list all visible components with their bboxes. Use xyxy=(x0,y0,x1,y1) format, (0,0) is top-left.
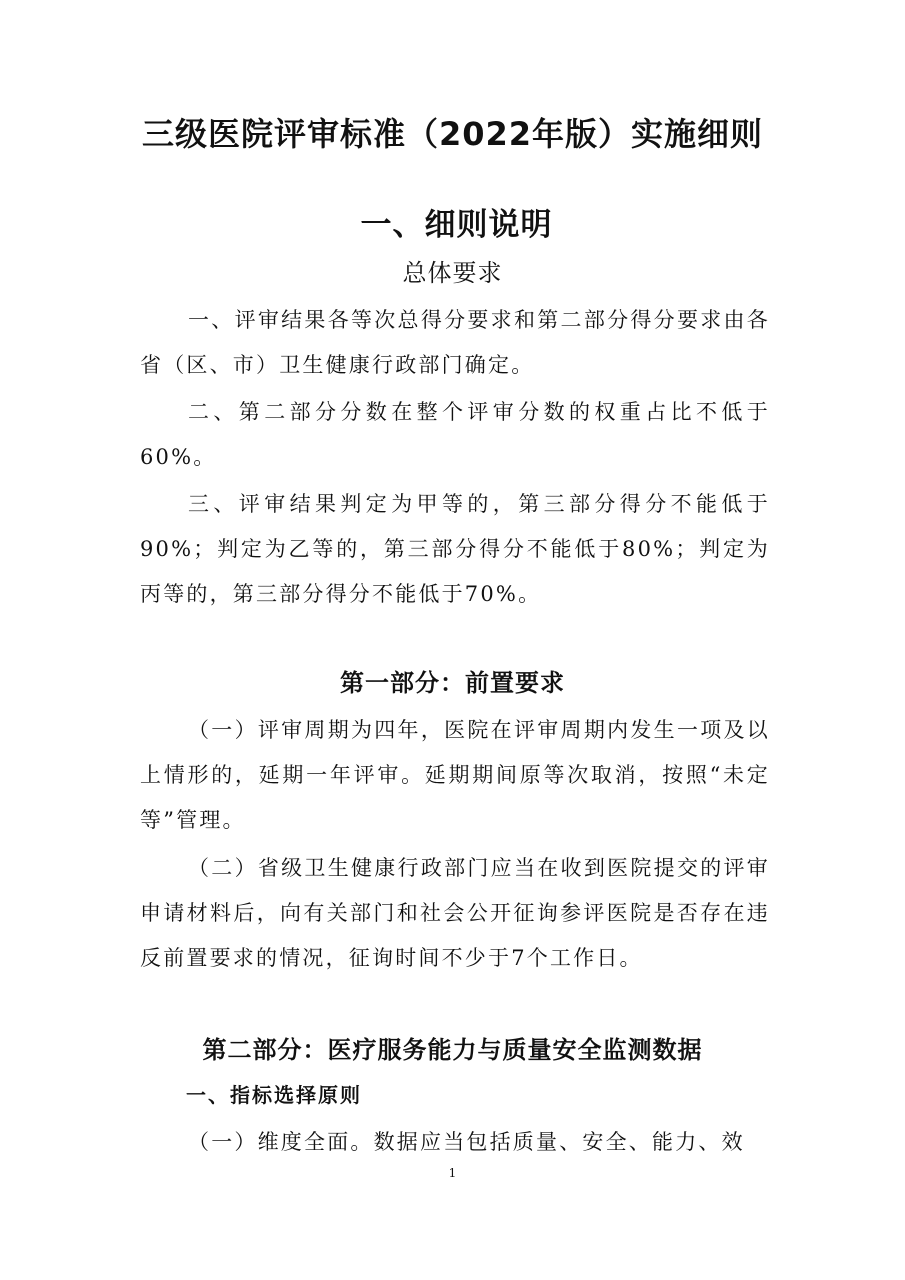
part2-subheading: 一、指标选择原则 xyxy=(186,1083,362,1107)
part2-paragraph-1: （一）维度全面。数据应当包括质量、安全、能力、效 xyxy=(188,1130,745,1154)
part2-heading: 第二部分：医疗服务能力与质量安全监测数据 xyxy=(202,1036,703,1064)
part1-heading: 第一部分：前置要求 xyxy=(340,669,565,697)
general-paragraph-3: 三、评审结果判定为甲等的，第三部分得分不能低于90%；判定为乙等的，第三部分得分不能低于80%；判定为丙等的，第三部分得分不能低于70%。 xyxy=(140,492,770,606)
general-paragraph-2: 二、第二部分分数在整个评审分数的权重占比不低于60%。 xyxy=(140,400,770,469)
page-number: 1 xyxy=(448,1166,457,1180)
section-heading: 一、细则说明 xyxy=(360,207,553,243)
document-title: 三级医院评审标准（2022年版）实施细则 xyxy=(141,115,764,153)
general-paragraph-1: 一、评审结果各等次总得分要求和第二部分得分要求由各省（区、市）卫生健康行政部门确定。 xyxy=(140,308,770,377)
part1-paragraph-1: （一）评审周期为四年，医院在评审周期内发生一项及以上情形的，延期一年评审。延期期间原等次取消，按照“未定等”管理。 xyxy=(140,718,770,832)
part1-paragraph-2: （二）省级卫生健康行政部门应当在收到医院提交的评审申请材料后，向有关部门和社会公开征询参评医院是否存在违反前置要求的情况，征询时间不少于7个工作日。 xyxy=(140,856,770,970)
general-requirements-heading: 总体要求 xyxy=(402,259,503,287)
